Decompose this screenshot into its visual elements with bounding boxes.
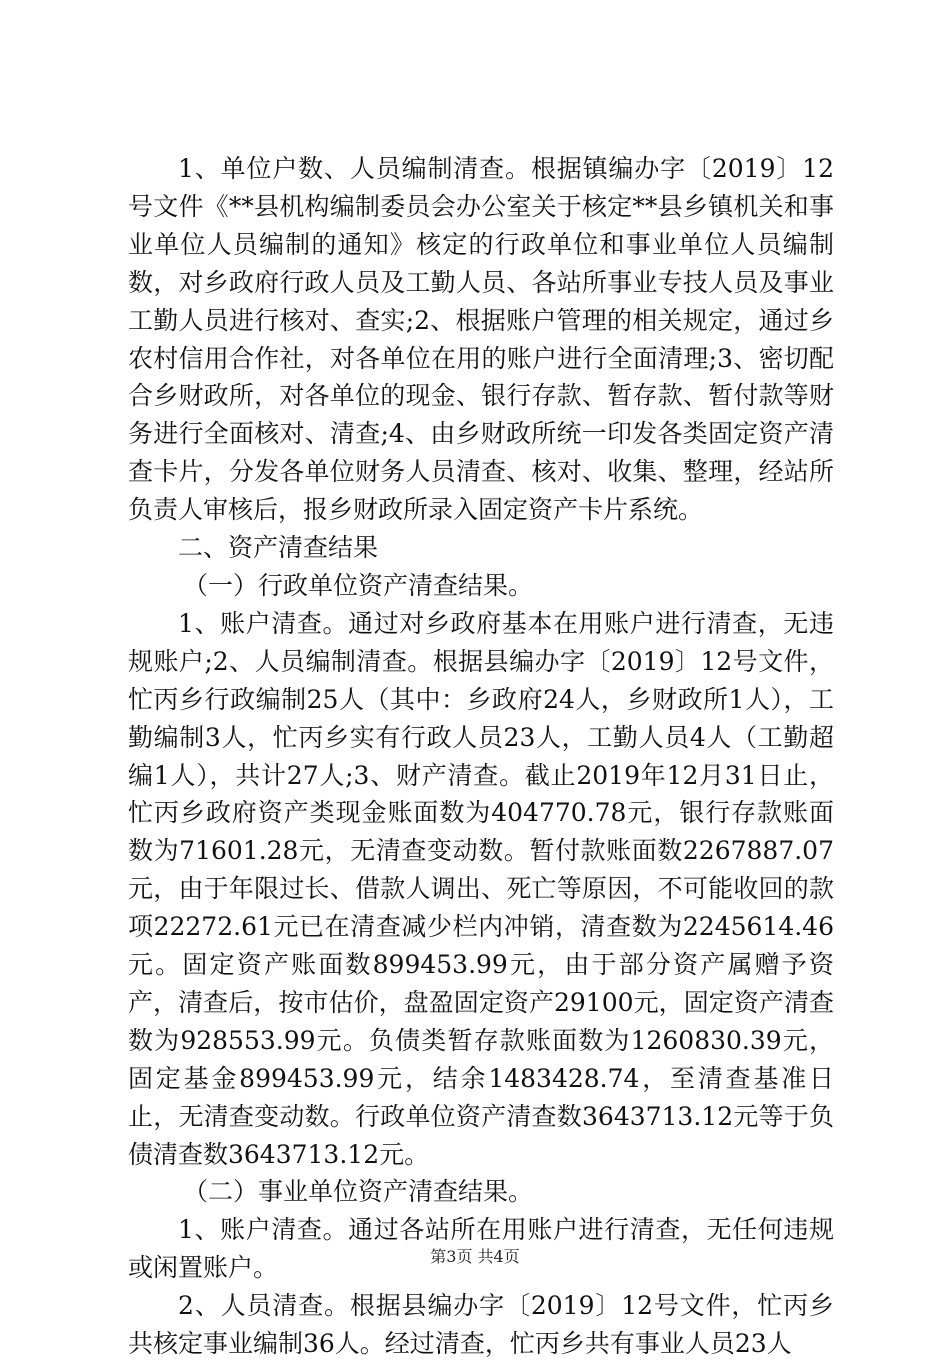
- paragraph-administrative-results: 1、账户清查。通过对乡政府基本在用账户进行清查，无违规账户;2、人员编制清查。根据县编办字〔2019〕12号文件，忙丙乡行政编制25人（其中：乡政府24人，乡财政所1人），工勤编制3人，忙丙乡实有行政人员23人，工勤人员4人（工勤超编1人），共计27人;3、财产清查。截止2019年12月31日止，忙丙乡政府资产类现金账面数为404770.78元，银行存款账面数为71601.28元，无清查变动数。暂付款账面数2267887.07元，由于年限过长、借款人调出、死亡等原因，不可能收回的款项22272.61元已在清查减少栏内冲销，清查数为2245614.46元。固定资产账面数899453.99元，由于部分资产属赠予资产，清查后，按市估价，盘盈固定资产29100元，固定资产清查数为928553.99元。负债类暂存款账面数为1260830.39元，固定基金899453.99元，结余1483428.74，至清查基准日止，无清查变动数。行政单位资产清查数3643713.12元等于负债清查数3643713.12元。: [128, 608, 834, 1169]
- paragraph-personnel-accounts: 1、单位户数、人员编制清查。根据镇编办字〔2019〕12号文件《**县机构编制委员会办公室关于核定**县乡镇机关和事业单位人员编制的通知》核定的行政单位和事业单位人员编制数，对乡政府行政人员及工勤人员、各站所事业专技人员及事业工勤人员进行核对、查实;2、根据账户管理的相关规定，通过乡农村信用合作社，对各单位在用的账户进行全面清理;3、密切配合乡财政所，对各单位的现金、银行存款、暂存款、暂付款等财务进行全面核对、清查;4、由乡财政所统一印发各类固定资产清查卡片，分发各单位财务人员清查、核对、收集、整理，经站所负责人审核后，报乡财政所录入固定资产卡片系统。: [128, 154, 834, 525]
- subheading-administrative-units: （一）行政单位资产清查结果。: [183, 570, 534, 600]
- page-footer: 第3页 共4页: [430, 1247, 520, 1266]
- section-heading-results: 二、资产清查结果: [178, 533, 379, 563]
- paragraph-personnel-check: 2、人员清查。根据县编办字〔2019〕12号文件，忙丙乡共核定事业编制36人。经过清查，忙丙乡共有事业人员23人: [128, 1291, 834, 1359]
- subheading-public-institutions: （二）事业单位资产清查结果。: [183, 1177, 534, 1207]
- paragraph-account-check: 1、账户清查。通过各站所在用账户进行清查，无任何违规或闲置账户。: [128, 1215, 834, 1283]
- document-body: [128, 150, 834, 1363]
